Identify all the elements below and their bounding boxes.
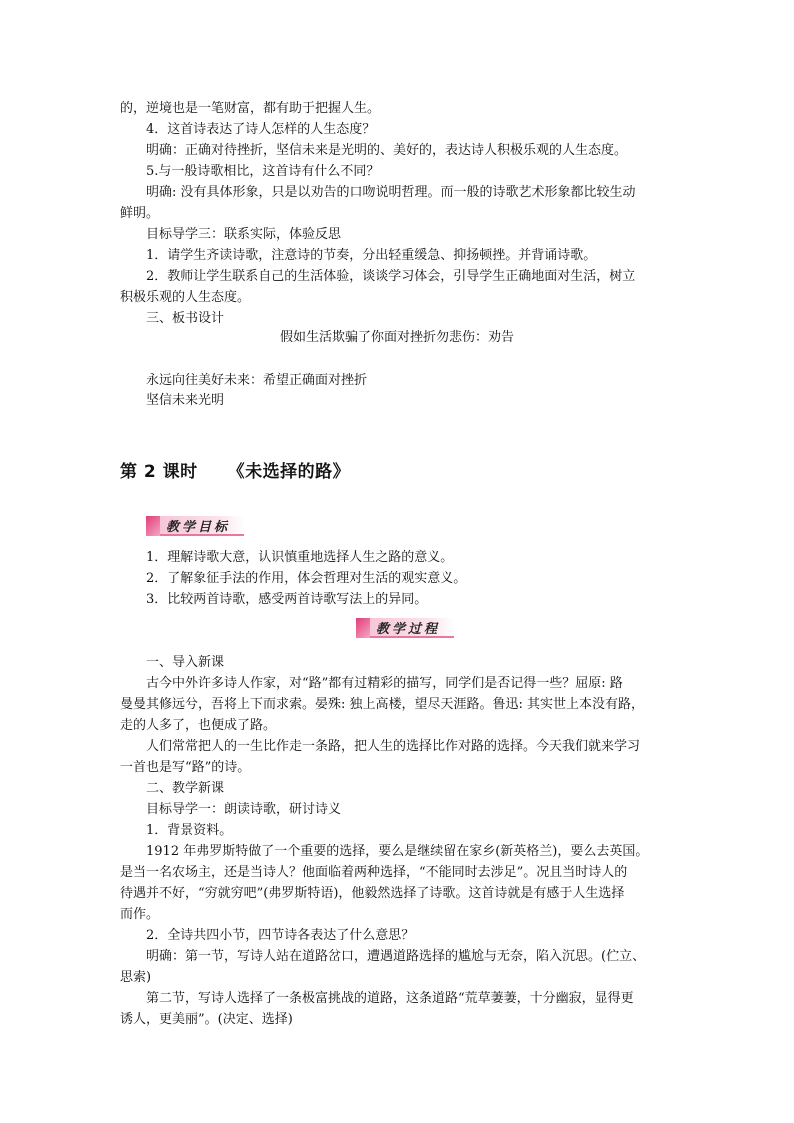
text-line: 是当一名农场主，还是当诗人？他面临着两种选择，“不能同时去涉足”。况且当时诗人的 (120, 865, 628, 880)
text-line: 一首也是写“路”的诗。 (120, 760, 251, 775)
text-line: 走的人多了，也便成了路。 (120, 718, 277, 733)
text-line: 第二节，写诗人选择了一条极富挑战的道路，这条道路“荒草萋萋，十分幽寂，显得更 (146, 991, 634, 1006)
goal-heading-1: 目标导学一：朗读诗歌，研讨诗义 (146, 802, 342, 817)
text-line: 的，逆境也是一笔财富，都有助于把握人生。 (120, 101, 381, 116)
goal-item: 3．比较两首诗歌，感受两首诗歌写法上的异同。 (146, 592, 428, 607)
text-line: 积极乐观的人生态度。 (120, 290, 251, 305)
text-line: 1．请学生齐读诗歌，注意诗的节奏，分出轻重缓急、抑扬顿挫。并背诵诗歌。 (146, 248, 597, 263)
text-line: 思索) (120, 970, 152, 985)
text-line: 明确：第一节，写诗人站在道路岔口，遭遇道路选择的尴尬与无奈，陷入沉思。(伫立、 (146, 949, 646, 964)
text-line: 待遇并不好，“穷就穷吧”(弗罗斯特语)，他毅然选择了诗歌。这首诗就是有感于人生选择 (120, 886, 625, 901)
lesson-name: 《未选择的路》 (227, 462, 351, 482)
goal-item: 2．了解象征手法的作用，体会哲理对生活的观实意义。 (146, 571, 467, 586)
question-5: 5.与一般诗歌相比，这首诗有什么不同？ (146, 164, 380, 179)
text-line: 1912 年弗罗斯特做了一个重要的选择，要么是继续留在家乡(新英格兰)，要么去英国。 (146, 844, 649, 859)
answer-4: 明确：正确对待挫折，坚信未来是光明的、美好的，表达诗人积极乐观的人生态度。 (146, 143, 628, 158)
teaching-goals-badge (146, 515, 244, 537)
goal-heading-3: 目标导学三：联系实际，体验反思 (146, 227, 342, 242)
board-center-line: 假如生活欺骗了你面对挫折勿悲伤：劝告 (279, 330, 514, 345)
teaching-process-badge (356, 617, 454, 639)
flag-icon (146, 516, 160, 536)
board-line: 永远向往美好未来：希望正确面对挫折 (146, 373, 368, 388)
board-design-heading: 三、板书设计 (146, 311, 225, 326)
lesson-number: 第 2 课时 (120, 462, 198, 482)
text-line: 鲜明。 (120, 206, 160, 221)
text-line: 古今中外许多诗人作家，对“路”都有过精彩的描写，同学们是否记得一些？屈原: 路 (146, 676, 623, 691)
answer-5: 明确: 没有具体形象，只是以劝告的口吻说明哲理。而一般的诗歌艺术形象都比较生动 (146, 185, 636, 200)
text-line: 2．教师让学生联系自己的生活体验，谈谈学习体会，引导学生正确地面对生活，树立 (146, 269, 636, 284)
text-line: 1．背景资料。 (146, 823, 233, 838)
text-line: 诱人，更美丽”。(决定、选择) (120, 1012, 293, 1027)
text-line: 而作。 (120, 907, 160, 922)
badge-label: 教学目标 (160, 516, 244, 536)
section-heading: 一、导入新课 (146, 655, 225, 670)
question-4: 4．这首诗表达了诗人怎样的人生态度？ (146, 122, 376, 137)
flag-icon (356, 618, 370, 638)
goal-item: 1．理解诗歌大意，认识慎重地选择人生之路的意义。 (146, 550, 454, 565)
badge-label: 教学过程 (370, 618, 454, 638)
board-line: 坚信未来光明 (146, 393, 225, 408)
section-heading: 二、教学新课 (146, 781, 225, 796)
lesson-title (120, 457, 350, 482)
text-line: 2．全诗共四小节，四节诗各表达了什么意思？ (146, 928, 415, 943)
text-line: 人们常常把人的一生比作走一条路，把人生的选择比作对路的选择。今天我们就来学习 (146, 739, 641, 754)
text-line: 曼曼其修远兮，吾将上下而求索。晏殊: 独上高楼，望尽天涯路。鲁迅: 其实世上本没有路， (120, 697, 645, 712)
